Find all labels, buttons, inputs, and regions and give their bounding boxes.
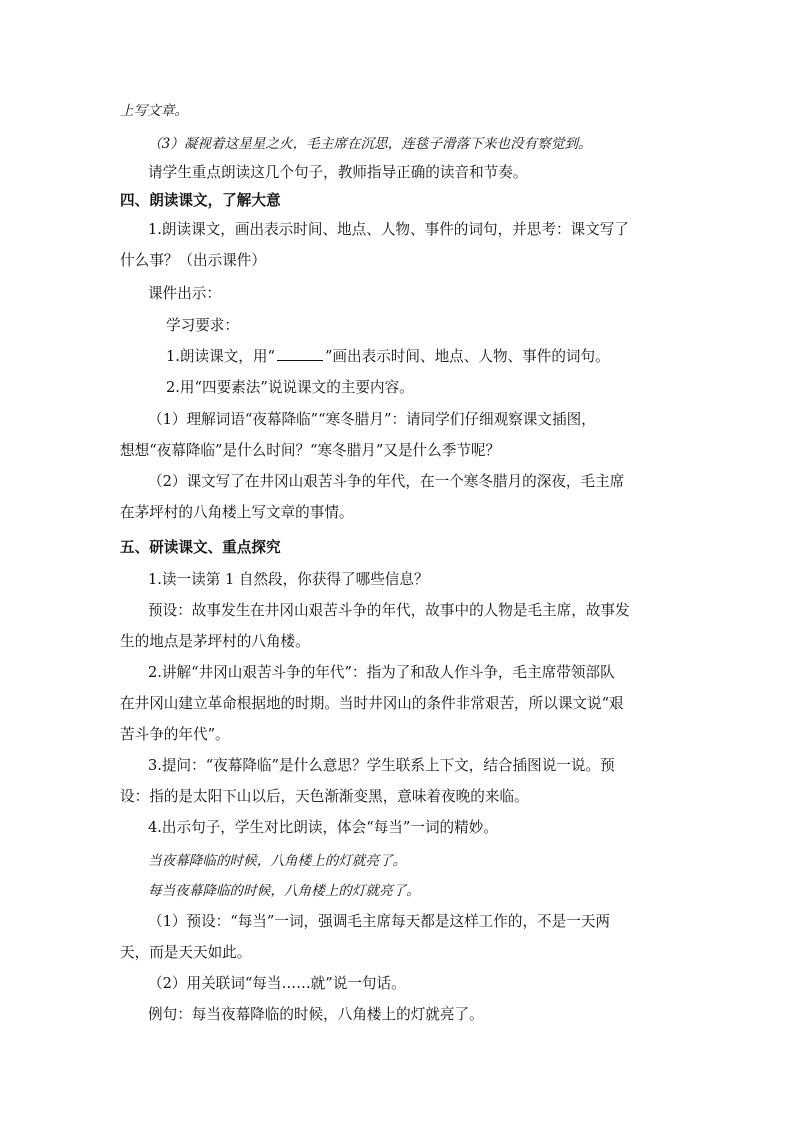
text-segment: 1.朗读课文，用“ [166, 348, 275, 365]
text-line: （1）预设：“每当”一词，强调毛主席每天都是这样工作的，不是一天两 [148, 913, 611, 930]
text-line: 什么事？（出示课件） [120, 252, 266, 269]
text-line [166, 347, 610, 367]
text-line: 3.提问：“夜幕降临”是什么意思？学生联系上下文，结合插图说一说。预 [148, 757, 615, 774]
text-line: 上写文章。 [120, 103, 188, 119]
text-segment: ”画出表示时间、地点、人物、事件的词句。 [324, 348, 610, 365]
text-line: 在井冈山建立革命根据地的时期。当时井冈山的条件非常艰苦，所以课文说“艰 [120, 695, 624, 712]
text-line: 在茅坪村的八角楼上写文章的事情。 [120, 504, 354, 521]
text-line: 4.出示句子，学生对比朗读，体会“每当”一词的精妙。 [148, 819, 498, 836]
text-line: 例句：每当夜幕降临的时候，八角楼上的灯就亮了。 [148, 1006, 484, 1023]
text-line: 天，而是天天如此。 [120, 944, 252, 961]
section-heading: 四、朗读课文，了解大意 [120, 192, 281, 209]
text-line: 生的地点是茅坪村的八角楼。 [120, 633, 310, 650]
text-line: 想想“夜幕降临”是什么时间？“寒冬腊月”又是什么季节呢？ [120, 442, 501, 459]
text-line: 每当夜幕降临的时候，八角楼上的灯就亮了。 [148, 883, 420, 899]
text-line: 当夜幕降临的时候，八角楼上的灯就亮了。 [148, 853, 407, 869]
text-line: （2）用关联词“每当……就”说一句话。 [148, 975, 406, 992]
text-line: 苦斗争的年代”。 [120, 726, 230, 743]
text-line: 设：指的是太阳下山以后，天色渐渐变黑，意味着夜晚的来临。 [120, 788, 529, 805]
text-line: 请学生重点朗读这几个句子，教师指导正确的读音和节奏。 [148, 164, 528, 181]
underline-blank [277, 348, 323, 361]
text-line: 1.朗读课文，画出表示时间、地点、人物、事件的词句，并思考：课文写了 [148, 221, 629, 238]
text-line: 1.读一读第 1 自然段，你获得了哪些信息？ [148, 571, 429, 588]
text-line: 课件出示： [148, 285, 221, 302]
text-line: 2.用“四要素法”说说课文的主要内容。 [166, 379, 414, 396]
text-line: 学习要求： [166, 317, 239, 334]
text-line: （1）理解词语“夜幕降临”“寒冬腊月”：请同学们仔细观察课文插图， [148, 411, 596, 428]
text-line: （3）凝视着这星星之火，毛主席在沉思，连毯子滑落下来也没有察觉到。 [148, 136, 592, 152]
text-line: 预设：故事发生在井冈山艰苦斗争的年代，故事中的人物是毛主席，故事发 [148, 602, 630, 619]
text-line: （2）课文写了在井冈山艰苦斗争的年代，在一个寒冬腊月的深夜，毛主席 [148, 473, 625, 490]
text-line: 2.讲解“井冈山艰苦斗争的年代”：指为了和敌人作斗争，毛主席带领部队 [148, 664, 615, 681]
section-heading: 五、研读课文、重点探究 [120, 539, 281, 556]
